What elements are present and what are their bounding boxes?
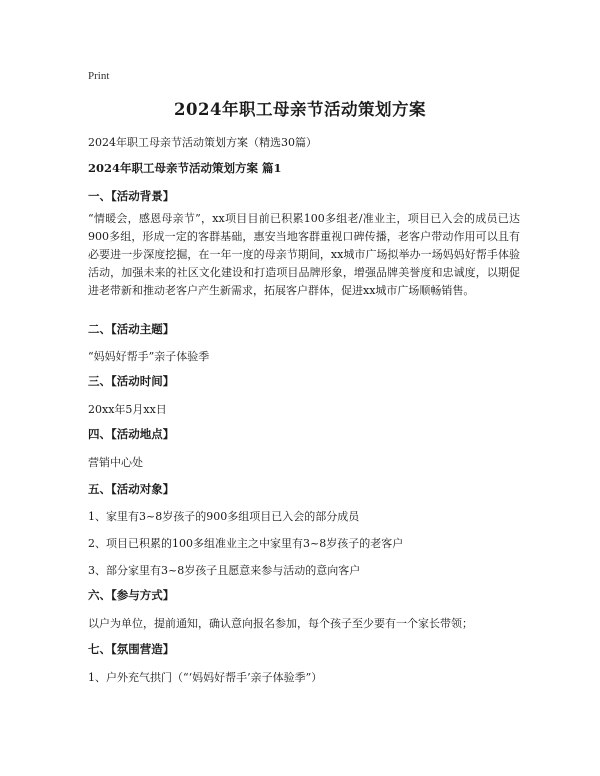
heading-location: 四、【活动地点】	[88, 427, 175, 441]
time-text: 20xx年5月xx日	[88, 403, 167, 416]
location-text: 营销中心处	[88, 456, 143, 469]
audience-item: 1、家里有3~8岁孩子的900多组项目已入会的部分成员	[88, 510, 360, 523]
audience-item: 2、项目已积累的100多组准业主之中家里有3~8岁孩子的老客户	[88, 537, 404, 550]
section-title: 2024年职工母亲节活动策划方案 篇1	[88, 161, 282, 175]
heading-theme: 二、【活动主题】	[88, 322, 175, 336]
participation-text: 以户为单位，提前通知，确认意向报名参加，每个孩子至少要有一个家长带领；	[88, 617, 473, 630]
heading-audience: 五、【活动对象】	[88, 482, 175, 496]
background-paragraph: “情暖会，感恩母亲节”，xx项目目前已积累100多组老/准业主，项目已入会的成员已达900多组，形成一定的客群基础，惠安当地客群重视口碑传播，老客户带动作用可以且有必要进一步深度挖掘，在一年一度的母亲节期间，xx城市广场拟举办一场妈妈好帮手体验活动，加强未来的社区文化建设和打造项目品牌形象，增强品牌美誉度和忠诚度，以期促进老带新和推动老客户产生新需求，拓展客户群体，促进xx城市广场顺畅销售。	[88, 212, 520, 297]
document-subtitle: 2024年职工母亲节活动策划方案（精选30篇）	[88, 136, 317, 149]
audience-item: 3、部分家里有3~8岁孩子且愿意来参与活动的意向客户	[88, 564, 361, 577]
heading-background: 一、【活动背景】	[88, 189, 175, 203]
heading-atmosphere: 七、【氛围营造】	[88, 642, 175, 656]
atmosphere-item: 1、户外充气拱门（“‘妈妈好帮手’亲子体验季”）	[88, 671, 323, 684]
document-title: 2024年职工母亲节活动策划方案	[174, 100, 426, 119]
print-label: Print	[88, 70, 110, 82]
heading-participation: 六、【参与方式】	[88, 588, 175, 602]
theme-text: “妈妈好帮手”亲子体验季	[88, 350, 210, 363]
heading-time: 三、【活动时间】	[88, 374, 175, 388]
